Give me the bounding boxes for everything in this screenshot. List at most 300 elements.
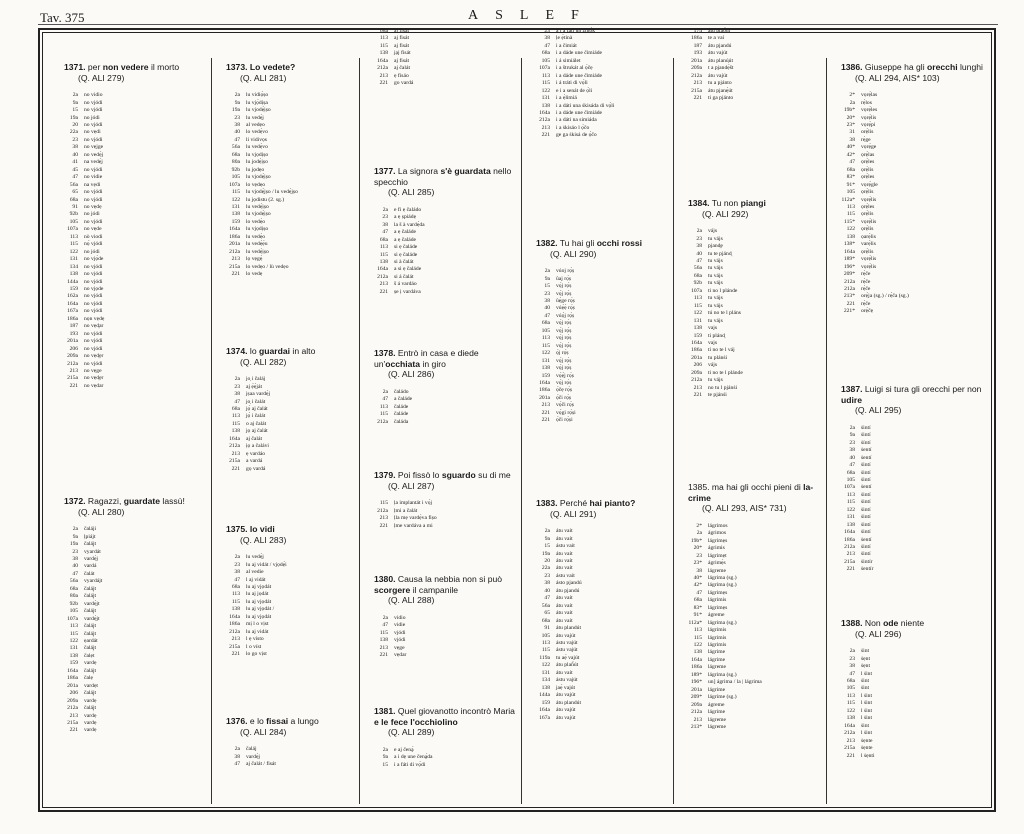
locality-code: 107a	[691, 287, 702, 294]
locality-code: 193	[69, 330, 78, 337]
locality-code: 164a	[229, 613, 240, 620]
response-row	[362, 252, 520, 259]
locality-code: 105	[846, 685, 855, 692]
dialect-form: i a ṡkisáo l ọ̀čo	[556, 124, 590, 131]
dialect-form: ẹardát	[84, 637, 98, 644]
dialect-form: ḷmi a čalát	[394, 507, 418, 514]
dialect-form: lu vjọdịṣo	[246, 151, 269, 158]
entry-reference: (Q. ALI 296)	[855, 628, 902, 639]
responses-list	[524, 268, 672, 425]
response-row	[829, 514, 989, 521]
column-6	[829, 34, 989, 806]
response-row	[524, 350, 672, 357]
response-row	[829, 551, 989, 558]
response-row	[52, 631, 209, 638]
locality-code: 40	[544, 587, 550, 594]
locality-code: 42*	[693, 582, 702, 589]
locality-code: 212a	[691, 709, 702, 716]
dialect-form: lu vjọ̀dịṣa	[246, 99, 268, 106]
dialect-form: gọ vardá	[246, 465, 266, 472]
title-segment: Entrò in casa e diede un'	[374, 348, 479, 369]
responses-list	[52, 92, 209, 390]
response-row	[214, 399, 358, 406]
response-row	[829, 723, 989, 730]
title-segment: ode	[883, 618, 899, 628]
locality-code: 122	[69, 637, 78, 644]
dialect-form: na vedẹ̀j	[84, 159, 103, 166]
locality-code: 68a	[231, 151, 240, 158]
dialect-form: átu vajút	[708, 50, 728, 57]
dialect-form: lu jodẹ̀ịṣo	[246, 159, 268, 166]
dialect-form: e i a senát de ọ̀li	[556, 87, 593, 94]
response-row	[524, 618, 672, 625]
response-row	[676, 43, 824, 50]
response-row	[524, 65, 672, 72]
locality-code: 113	[541, 335, 550, 342]
response-row	[524, 707, 672, 714]
locality-code: 212a	[691, 377, 702, 384]
entry-1387	[829, 384, 989, 574]
locality-code: 212a	[229, 248, 240, 255]
dialect-form: čalẹ	[84, 675, 94, 682]
response-row	[214, 428, 358, 435]
response-row	[829, 137, 989, 144]
title-segment: Causa la nebbia non si può	[395, 574, 503, 584]
dialect-form: i a dáde une čimiáde	[556, 109, 602, 116]
entry-title	[226, 716, 358, 737]
locality-code: 215a	[229, 458, 240, 465]
title-segment: Giuseppe ha gli	[862, 62, 928, 72]
response-row	[52, 720, 209, 727]
column-2	[214, 34, 358, 806]
response-row	[829, 144, 989, 151]
locality-code: 164a	[691, 339, 702, 346]
dialect-form: al vedẹo	[246, 122, 265, 128]
locality-code: 107a	[67, 226, 78, 233]
locality-code: 38	[544, 580, 550, 587]
dialect-form: lágrime	[708, 686, 726, 693]
locality-code: 138	[379, 637, 388, 644]
dialect-form: ṡentí	[861, 454, 872, 461]
locality-code: 9a	[382, 754, 388, 761]
locality-code: 2a	[382, 388, 388, 395]
dialect-form: átu vaít	[556, 595, 573, 602]
response-row	[524, 551, 672, 558]
locality-code: 186a	[67, 675, 78, 682]
locality-code: 164a	[844, 529, 855, 536]
title-segment: niente	[898, 618, 925, 628]
dialect-form: vọ̀j rọ́ṣ	[556, 335, 572, 342]
dialect-form: čaládo	[394, 388, 409, 395]
locality-code: 113	[231, 591, 240, 598]
dialect-form: tu aẹ̀ vajút	[556, 654, 580, 661]
locality-code: 20	[544, 558, 550, 564]
response-row	[214, 466, 358, 473]
response-row	[52, 541, 209, 548]
response-row	[52, 616, 209, 623]
locality-code: 2a	[696, 228, 702, 235]
response-row	[676, 724, 824, 731]
response-row	[524, 565, 672, 572]
locality-code: 23*	[693, 560, 702, 567]
response-row	[524, 610, 672, 617]
dialect-form: t a pjandẹ̀št	[708, 65, 734, 72]
locality-code: 209a	[691, 701, 702, 708]
responses-list	[52, 526, 209, 735]
dialect-form: lu vidiọ̀ṣo	[246, 92, 269, 99]
title-segment: 1371.	[64, 62, 86, 72]
response-row	[52, 549, 209, 556]
title-segment: orecchi	[927, 62, 958, 72]
locality-code: 213	[693, 80, 702, 87]
response-row	[52, 683, 209, 690]
dialect-form: no vjódi	[84, 300, 103, 307]
locality-code: 19b*	[843, 107, 855, 114]
dialect-form: rẹ̀če	[861, 300, 871, 307]
response-row	[829, 507, 989, 514]
locality-code: 115	[379, 411, 388, 418]
locality-code: 2*	[696, 522, 702, 529]
dialect-form: rẹ̀če	[861, 271, 871, 278]
locality-code: 2a	[382, 206, 388, 213]
dialect-form: vọrẹ̀lis	[861, 218, 877, 225]
locality-code: 23	[234, 383, 240, 390]
title-segment: in giro	[420, 358, 446, 369]
locality-code: 2a	[849, 424, 855, 431]
response-row	[524, 335, 672, 342]
dialect-form: čaláj̣t	[84, 630, 97, 637]
locality-code: 56a	[541, 602, 550, 609]
dialect-form: átu vajút	[556, 632, 576, 639]
dialect-form: lu vjodẹ̀jṣo / lu vedẹ̀jṣo	[246, 189, 298, 196]
response-row	[676, 672, 824, 679]
locality-code: 2a	[234, 554, 240, 561]
locality-code: 47	[849, 462, 855, 469]
locality-code: 47	[849, 670, 855, 677]
locality-code: 40*	[846, 144, 855, 151]
dialect-form: ọrẹ̀lis	[861, 226, 874, 233]
dialect-form: čaláj̣t	[84, 645, 97, 652]
locality-code: 186a	[67, 315, 78, 322]
locality-code: 213*	[843, 293, 855, 300]
dialect-form: lágrimẹs	[708, 537, 728, 544]
responses-list	[214, 92, 358, 278]
response-row	[829, 730, 989, 737]
response-row	[829, 678, 989, 685]
dialect-form: vúẹ̀ẹ̀ rọ́ṣ	[556, 305, 575, 312]
response-row	[676, 702, 824, 709]
response-row	[214, 189, 358, 196]
response-row	[524, 298, 672, 305]
locality-code: 91*	[693, 612, 702, 619]
response-row	[214, 451, 358, 458]
dialect-form: no vidio	[84, 92, 103, 99]
response-row	[214, 584, 358, 591]
locality-code: 212a	[67, 360, 78, 367]
response-row	[52, 137, 209, 144]
locality-code: 213*	[690, 724, 702, 731]
response-row	[524, 117, 672, 124]
response-row	[676, 251, 824, 258]
locality-code: 138	[231, 606, 240, 613]
dialect-form: a ẹ ṣpiádẹ	[394, 214, 417, 221]
locality-code: 68a	[541, 617, 550, 624]
locality-code: 2a	[234, 376, 240, 383]
response-row	[52, 593, 209, 600]
dialect-form: a i dẹ une čenḁ́da	[394, 754, 433, 761]
locality-code: 47	[696, 258, 702, 264]
locality-code: 138	[846, 233, 855, 240]
locality-code: 131	[846, 514, 855, 521]
response-row	[362, 244, 520, 251]
locality-code: 47	[234, 761, 240, 768]
responses-list	[829, 92, 989, 316]
dialect-form: orẹ̀čẹ	[861, 308, 874, 315]
dialect-form: ṡintí	[861, 506, 871, 513]
dialect-form: lo vẹdẹo	[246, 181, 266, 188]
locality-code: 209a	[67, 697, 78, 704]
dialect-form: ṡintí	[861, 529, 871, 536]
response-row	[524, 305, 672, 312]
title-segment: su di me	[475, 470, 511, 480]
response-row	[676, 530, 824, 537]
entry-title	[536, 238, 672, 259]
title-segment: 1375.	[226, 524, 248, 534]
dialect-form: lágrime	[708, 656, 726, 663]
response-row	[829, 432, 989, 439]
title-segment: Poi fissò lo	[395, 470, 442, 480]
response-row	[524, 343, 672, 350]
response-row	[362, 523, 520, 530]
locality-code: 56a	[231, 144, 240, 151]
response-row	[214, 406, 358, 413]
dialect-form: lo vedẹ̀o	[246, 218, 266, 225]
dialect-form: ọrẹ̀lis	[861, 189, 874, 196]
response-row	[524, 655, 672, 662]
dialect-form: š á vardáo	[394, 281, 417, 288]
locality-code: 38	[234, 122, 240, 128]
title-segment: scorgere	[374, 584, 411, 595]
locality-code: 164a	[229, 226, 240, 233]
locality-code: 105	[541, 327, 550, 334]
response-row	[676, 370, 824, 377]
dialect-form: átu vaít	[556, 602, 573, 609]
dialect-form: vọ̀j rọ́ṣ	[556, 379, 572, 386]
dialect-form: te a vaí	[708, 35, 725, 42]
title-segment: 1373.	[226, 62, 248, 72]
dialect-form: e aj čenḁ́	[394, 746, 414, 753]
response-row	[829, 308, 989, 315]
dialect-form: i á simiálet	[556, 57, 581, 64]
locality-code: 113	[846, 491, 855, 498]
locality-code: 80a	[69, 593, 78, 600]
response-row	[676, 325, 824, 332]
locality-code: 38	[544, 35, 550, 42]
dialect-form: ọrẹ̀lis	[861, 248, 874, 255]
dialect-form: orẹ̀lis	[861, 129, 874, 136]
dialect-form: átu pjanẹ̀út	[708, 87, 733, 94]
dialect-form: a ẹ čaláde	[394, 229, 417, 236]
dialect-form: tu te pjánd̯	[708, 250, 732, 257]
locality-code: 221	[541, 132, 550, 139]
response-row	[52, 279, 209, 286]
locality-code: 19a	[541, 550, 550, 557]
response-row	[676, 385, 824, 392]
response-row	[829, 92, 989, 99]
locality-code: 9a	[544, 275, 550, 282]
dialect-form: lo vedẹ	[246, 271, 263, 278]
response-row	[52, 383, 209, 390]
response-row	[52, 174, 209, 181]
response-row	[214, 241, 358, 248]
response-row	[829, 301, 989, 308]
response-row	[524, 28, 672, 35]
title-segment: 1387.	[841, 384, 863, 394]
entry-1374	[214, 346, 358, 473]
locality-code: 115	[541, 342, 550, 349]
response-row	[829, 107, 989, 114]
locality-code: 38	[696, 243, 702, 250]
locality-code: 138	[846, 521, 855, 528]
response-row	[676, 717, 824, 724]
locality-code: 115*	[844, 218, 855, 225]
locality-code: 186a	[229, 233, 240, 240]
response-row	[214, 562, 358, 569]
response-row	[214, 249, 358, 256]
response-row	[214, 234, 358, 241]
locality-code: 138	[693, 325, 702, 332]
locality-code: 47	[234, 398, 240, 405]
entry-reference: (Q. ALI 283)	[240, 534, 287, 545]
locality-code: 68a	[693, 272, 702, 279]
response-row	[362, 500, 520, 507]
response-row	[52, 353, 209, 360]
response-row	[52, 271, 209, 278]
locality-code: 40*	[693, 574, 702, 581]
locality-code: 213	[693, 716, 702, 723]
locality-code: 65	[544, 610, 550, 617]
responses-list	[524, 28, 672, 140]
locality-code: 22a	[69, 129, 78, 136]
response-row	[829, 234, 989, 241]
response-row	[214, 264, 358, 271]
response-row	[362, 762, 520, 769]
locality-code: 23	[544, 572, 550, 579]
title-segment: piangi	[740, 198, 766, 208]
response-row	[524, 58, 672, 65]
title-segment: 1378.	[374, 348, 396, 358]
response-row	[52, 698, 209, 705]
dialect-form: ṡẹnt	[861, 655, 871, 662]
response-row	[214, 129, 358, 136]
response-row	[829, 174, 989, 181]
dialect-form: čaláj̣t	[84, 623, 97, 630]
locality-code: 80a	[231, 159, 240, 166]
locality-code: 122	[693, 642, 702, 649]
entry-reference: (Q. ALI 282)	[240, 356, 287, 367]
dialect-form: no jódi	[84, 211, 100, 218]
dialect-form: aj fisát	[394, 28, 410, 34]
dialect-form: e fi ẹ čaládo	[394, 206, 422, 213]
locality-code: 122	[231, 196, 240, 203]
dialect-form: si ẹ čaláde	[394, 251, 418, 258]
dialect-form: lágreme	[708, 664, 727, 671]
entry-1380	[362, 574, 520, 660]
dialect-form: no vjódi	[84, 293, 103, 300]
locality-code: 134	[69, 263, 78, 270]
response-row	[524, 132, 672, 139]
response-row	[214, 219, 358, 226]
response-row	[362, 747, 520, 754]
locality-code: 115	[693, 634, 702, 641]
locality-code: 115	[231, 598, 240, 605]
response-row	[214, 636, 358, 643]
response-row	[362, 65, 520, 72]
dialect-form: jọ̀ aj čalát	[246, 406, 268, 412]
dialect-form: al vedie	[246, 569, 264, 576]
locality-code: 138	[846, 715, 855, 722]
dialect-form: lágrimis	[708, 627, 727, 634]
dialect-form: átu plañ̀út	[556, 662, 579, 669]
dialect-form: lu vedẹ̀j	[246, 114, 264, 121]
dialect-form: vidie	[394, 622, 406, 629]
title-segment: 1383.	[536, 498, 558, 508]
locality-code: 2a	[544, 528, 550, 535]
dialect-form: lu vedẹ̀o	[246, 233, 266, 240]
dialect-form: ṡentí	[861, 447, 872, 454]
response-row	[676, 538, 824, 545]
response-row	[362, 266, 520, 273]
response-row	[676, 575, 824, 582]
response-row	[829, 182, 989, 189]
dialect-form: ágreme	[708, 701, 725, 708]
response-row	[829, 115, 989, 122]
response-row	[676, 295, 824, 302]
response-row	[524, 276, 672, 283]
locality-code: 113	[541, 639, 550, 646]
response-row	[676, 355, 824, 362]
locality-code: 201a	[539, 394, 550, 401]
response-row	[214, 137, 358, 144]
locality-code: 138	[231, 428, 240, 435]
dialect-form: lu aj vidát / vjọdẹ̀i	[246, 561, 287, 568]
locality-code: 215a	[844, 745, 855, 752]
locality-code: 213	[846, 737, 855, 744]
locality-code: 122	[846, 506, 855, 513]
response-row	[829, 738, 989, 745]
dialect-form: lágrime	[708, 649, 726, 656]
entry-reference: (Q. ALI 289)	[388, 727, 435, 738]
response-row	[214, 182, 358, 189]
locality-code: 201a	[691, 354, 702, 361]
response-row	[829, 700, 989, 707]
dialect-form: nọ̀ vjódi	[84, 241, 103, 248]
locality-code: 193	[693, 50, 702, 57]
dialect-form: čaláj̣t	[84, 608, 97, 615]
column-1	[52, 34, 209, 806]
response-row	[829, 241, 989, 248]
dialect-form: rẹ̀če	[861, 285, 871, 292]
responses-list	[362, 207, 520, 296]
locality-code: 138	[541, 102, 550, 109]
response-row	[52, 727, 209, 734]
dialect-form: vọ̀j rọ́ṣ	[556, 283, 572, 290]
locality-code: 15	[544, 283, 550, 290]
column-divider	[826, 58, 827, 804]
response-row	[214, 152, 358, 159]
response-row	[676, 236, 824, 243]
responses-list	[362, 747, 520, 769]
